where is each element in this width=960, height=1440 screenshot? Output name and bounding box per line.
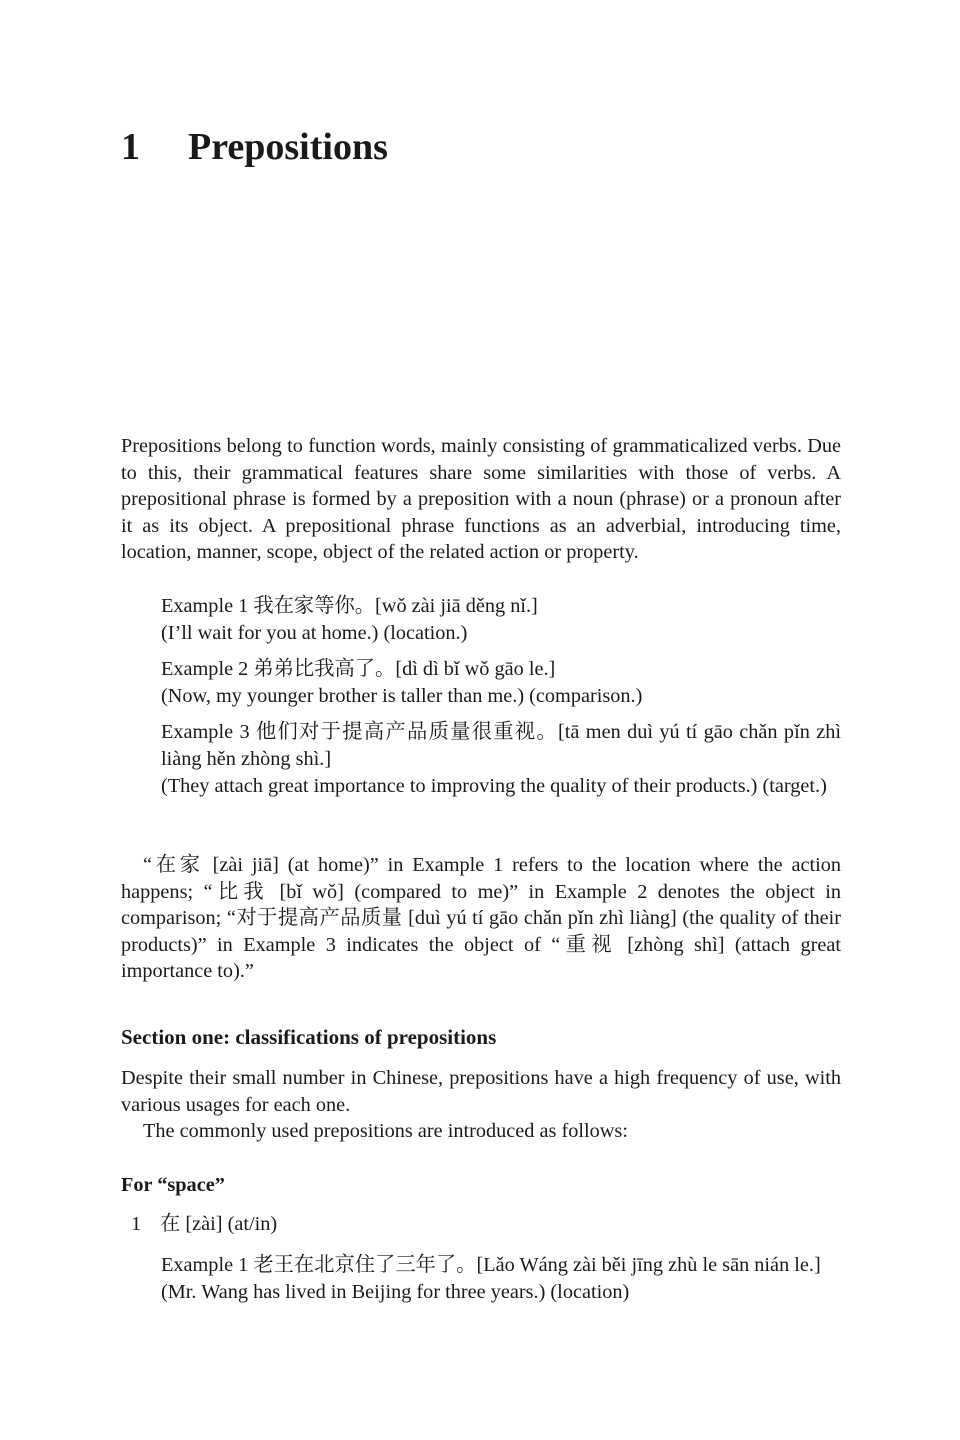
list-item xyxy=(131,1211,277,1237)
example-2 xyxy=(161,656,841,709)
section-paragraph-1: Despite their small number in Chinese, prepositions have a high frequency of use, with various usages for each one. xyxy=(121,1067,841,1116)
example-3-translation: (They attach great importance to improving the quality of their products.) (target.) xyxy=(161,774,827,797)
chapter-title xyxy=(121,122,388,172)
example-3-chinese: Example 3 他们对于提高产品质量很重视。[tā men duì yú tí gāo chǎn pǐn zhì liàng hěn zhòng shì.] xyxy=(161,721,841,770)
explanation-paragraph: “在家 [zài jiā] (at home)” in Example 1 refers to the location where the action happens; “比我 [bǐ wǒ] (compared to me)” in Example 2 denotes the object in comparison; “对于提高产品质量 [duì yú tí gāo chǎn pǐn zhì liàng] (the quality of their products)” in Example 3 indicates the object of “重视 [zhòng shì] (attach great importance to).” xyxy=(121,854,841,983)
list-item-marker: 1 xyxy=(131,1213,142,1235)
example-1 xyxy=(161,593,841,646)
subsection-heading: For “space” xyxy=(121,1174,225,1196)
examples-block xyxy=(161,593,841,809)
space-example-1 xyxy=(161,1252,841,1305)
section-heading: Section one: classifications of prepositions xyxy=(121,1025,497,1049)
example-1-translation: (I’ll wait for you at home.) (location.) xyxy=(161,621,468,644)
intro-paragraph: Prepositions belong to function words, mainly consisting of grammaticalized verbs. Due to this, their grammatical features share some similarities with those of verbs. A prepositional phrase is formed by a preposition with a noun (phrase) or a pronoun after it as its object. A prepositional phrase functions as an adverbial, introducing time, location, manner, scope, object of the related action or property. xyxy=(121,435,841,564)
example-1-chinese: Example 1 我在家等你。[wǒ zài jiā děng nǐ.] xyxy=(161,595,538,617)
example-2-chinese: Example 2 弟弟比我高了。[dì dì bǐ wǒ gāo le.] xyxy=(161,658,556,681)
section-paragraph-2: The commonly used prepositions are introduced as follows: xyxy=(143,1120,628,1143)
chapter-title-text: Prepositions xyxy=(188,126,388,168)
example-2-translation: (Now, my younger brother is taller than me.) (comparison.) xyxy=(161,684,643,707)
example-3 xyxy=(161,719,841,799)
section-body xyxy=(121,1065,841,1145)
list-item-text: 在 [zài] (at/in) xyxy=(160,1213,278,1235)
space-example-1-chinese: Example 1 老王在北京住了三年了。[Lǎo Wáng zài běi jīng zhù le sān nián le.] xyxy=(161,1254,821,1276)
space-example-1-translation: (Mr. Wang has lived in Beijing for three years.) (location) xyxy=(161,1280,630,1303)
chapter-number: 1 xyxy=(121,126,140,168)
